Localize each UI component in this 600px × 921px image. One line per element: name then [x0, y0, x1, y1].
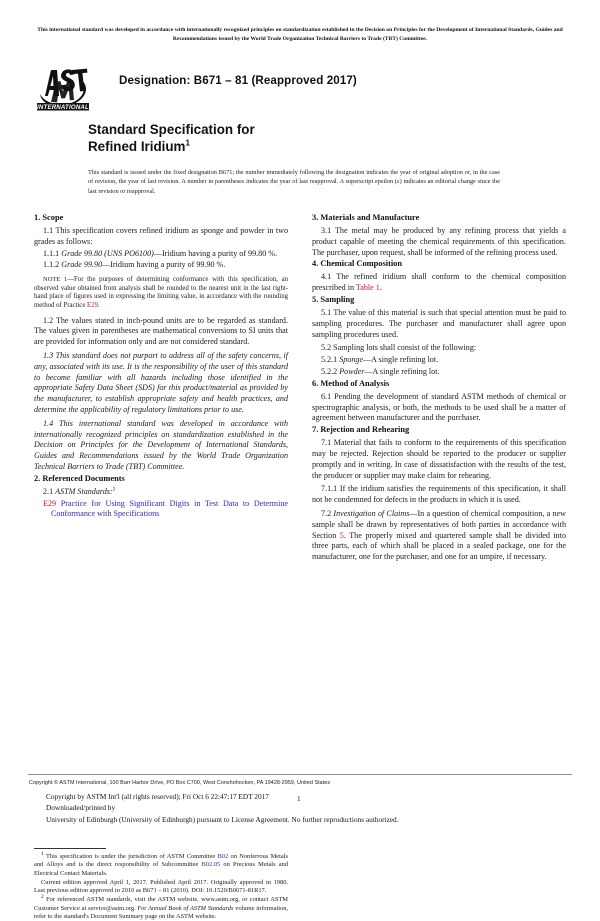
title-block	[88, 122, 488, 155]
link-subcommittee-b0205[interactable]: B02.05	[201, 861, 221, 869]
svg-text:INTERNATIONAL: INTERNATIONAL	[37, 104, 89, 112]
right-column	[312, 212, 566, 563]
footnotes-block	[34, 850, 289, 921]
page-title	[88, 122, 488, 155]
link-e29-code[interactable]: E29	[43, 498, 57, 508]
note-period: .	[98, 301, 100, 309]
note-label: NOTE 1	[43, 276, 68, 284]
page-number: 1	[297, 795, 301, 803]
paragraph-5-2-1	[312, 355, 566, 366]
clause-number: 2.1	[43, 486, 54, 496]
sponge-label: Sponge	[339, 355, 364, 365]
reference-entry-e29	[34, 499, 288, 521]
clause-number: 1.1.1	[43, 248, 60, 258]
annual-book-title: Annual Book of ASTM Standards	[148, 904, 234, 912]
footnote-1-text-a: This specification is under the jurisdiction of ASTM Committee	[43, 853, 218, 860]
paragraph-7-2-text-b: . The properly mixed and quartered sample shall be divided into three parts, each of which shall be placed in a sealed package, one for the manufacturer, one for the purchaser, and one for an umpire, if necessary.	[312, 530, 566, 562]
paragraph-1-1: 1.1 This specification covers refined iridium as sponge and powder in two grades as follows:	[34, 226, 288, 246]
footnote-divider	[34, 848, 106, 849]
title-line-1: Standard Specification for	[88, 122, 255, 137]
link-e29-note[interactable]: E29	[87, 301, 98, 309]
paragraph-5-1: 5.1 The value of this material is such that special attention must be paid to sampling procedures. The purchaser and manufacturer shall agree upon sampling procedures used.	[312, 307, 566, 339]
issue-note: This standard is issued under the fixed designation B671; the number immediately following the designation indicates the year of original adoption or, in the case of revision, the year of last revision. A number in parentheses indicates the year of last reapproval. A superscript epsilon (ε) indicates an editorial change since the last revision or reapproval.	[88, 169, 500, 195]
paragraph-7-1: 7.1 Material that fails to conform to the requirements of this specification may be rejected. Rejection should be reported to the producer or supplier promptly and in writing. In case of dissatisfaction with the results of the test, the producer or supplier may make claim for rehearing.	[312, 438, 566, 480]
section-heading-materials-manufacture: 3. Materials and Manufacture	[312, 213, 420, 222]
paragraph-7-2-text-a: —In a question of chemical composition, a new sample shall be drawn by representatives of both parties in accordance with Section	[312, 508, 566, 540]
footnote-current-edition: Current edition approved April 1, 2017. Published April 2017. Originally approved in 1980. Last previous edition approved in 2010 as B671 – 81 (2010). DOI: 10.1520/B0671-81R17.	[34, 878, 288, 895]
paragraph-1-4: 1.4 This international standard was developed in accordance with internationally recognized principles on standardization established in the Decision on Principles for the Development of International Standards, Guides and Recommendations issued by the World Trade Organization Technical Barriers to Trade (TBT) Committee.	[34, 418, 288, 471]
section-heading-scope: 1. Scope	[34, 213, 64, 222]
paragraph-1-3: 1.3 This standard does not purport to address all of the safety concerns, if any, associated with its use. It is the responsibility of the user of this standard to become familiar with all hazards including those identified in the appropriate Safety Data Sheet (SDS) for this product/material as provided by the manufacturer, to establish appropriate safety and health practices, and determine the applicability of regulatory limitations prior to use.	[34, 350, 288, 414]
license-line-2: Downloaded/printed by	[46, 803, 116, 813]
clause-number: 7.2	[321, 508, 332, 518]
section-heading-referenced-documents: 2. Referenced Documents	[34, 473, 125, 483]
paragraph-4-1-text-a: 4.1 The refined iridium shall conform to the chemical composition prescribed in	[312, 272, 566, 293]
clause-text: —Iridium having a purity of 99.90 %.	[102, 260, 226, 270]
link-section-5[interactable]: 5	[339, 530, 344, 540]
powder-label: Powder	[339, 366, 365, 376]
footnote-1-text-c: on Precious Metals and Electrical Contact Materials.	[34, 861, 288, 877]
license-block	[46, 791, 546, 825]
paragraph-6-1: 6.1 Pending the development of standard ASTM methods of chemical or spectrographic analysis, or both, the methods to be used shall be a matter of agreement between manufacturer and the purchaser.	[312, 391, 566, 423]
section-heading-chemical-composition: 4. Chemical Composition	[312, 259, 403, 269]
astm-international-logo	[34, 62, 92, 112]
footnote-1-text-b: on Nonferrous Metals and Alloys and is the direct responsibility of Subcommittee	[34, 853, 288, 869]
link-e29-title[interactable]: Practice for Using Significant Digits in Test Data to Determine Conformance with Specifications	[51, 498, 288, 519]
grade-name: Grade 99.90	[61, 260, 103, 270]
footnote-1	[34, 850, 288, 878]
designation-label: Designation: B671 – 81 (Reapproved 2017)	[119, 74, 357, 87]
note-text: —For the purposes of determining conformance with this specification, an observed value obtained from analysis shall be rounded to the nearest unit in the last right-hand place of figures used in expressing the limiting value, in accordance with the rounding method of Practice	[34, 276, 288, 309]
footnote-2-text-b: volume information, refer to the standard's Document Summary page on the ASTM website.	[34, 904, 289, 921]
paragraph-7-1-1: 7.1.1 If the iridium satisfies the requirements of this specification, it shall not be condemned for defects in the products in which it is used.	[312, 484, 566, 505]
clause-number: 1.1.2	[43, 260, 60, 270]
clause-text: —A single refining lot.	[364, 366, 440, 376]
section-heading-method-of-analysis: 6. Method of Analysis	[312, 378, 390, 388]
clause-number: 5.2.1	[321, 355, 338, 365]
paragraph-5-2-2	[312, 367, 566, 378]
paragraph-3-1: 3.1 The metal may be produced by any refining process that yields a product capable of meeting the chemical requirements of this specification. The purchaser, upon request, shall be informed of the refining process used.	[312, 226, 566, 257]
link-table-1[interactable]: Table 1	[355, 283, 380, 293]
title-line-2: Refined Iridium	[88, 138, 186, 154]
astm-standards-label: ASTM Standards:	[55, 486, 113, 496]
footnote-marker-2: 2	[112, 486, 116, 493]
paragraph-7-2	[312, 509, 566, 563]
copyright-notice: Copyright © ASTM International, 100 Barr Harbor Drive, PO Box C700, West Conshohocken, PA 19428-2959, United States	[29, 780, 331, 786]
paragraph-2-1	[34, 487, 288, 498]
tbt-disclaimer: This international standard was developed in accordance with internationally recognized principles on standardization established in the Decision on Principles for the Development of International Standards, Guides and Recommendations issued by the World Trade Organization Technical Barriers to Trade (TBT) Committee.	[37, 27, 563, 42]
section-heading-rejection-rehearing: 7. Rejection and Rehearing	[312, 425, 410, 435]
document-header	[34, 62, 566, 114]
grade-name: Grade 99.80 (UNS PO6100)	[61, 248, 154, 258]
paragraph-4-1-text-b: .	[379, 283, 382, 293]
paragraph-5-2: 5.2 Sampling lots shall consist of the following:	[321, 343, 477, 353]
footnote-2	[34, 896, 288, 921]
note-1	[34, 276, 288, 310]
paragraph-1-1-1	[34, 249, 288, 260]
title-footnote-marker: 1	[185, 138, 190, 148]
paragraph-1-1-2	[34, 260, 288, 271]
footnote-2-text-a: For referenced ASTM standards, visit the ASTM website, www.astm.org, or contact ASTM Customer Service at service@astm.org. For	[34, 896, 288, 912]
footnote-number-1: 1	[41, 850, 44, 857]
paragraph-4-1	[312, 272, 566, 294]
license-line-3: University of Edinburgh (University of Edinburgh) pursuant to License Agreement. No further reproductions authorized.	[46, 814, 399, 824]
paragraph-1-2: 1.2 The values stated in inch-pound units are to be regarded as standard. The values given in parentheses are mathematical conversions to SI units that are provided for information only and are not considered standard.	[34, 315, 288, 347]
clause-number: 5.2.2	[321, 366, 338, 376]
section-heading-sampling: 5. Sampling	[312, 294, 355, 304]
license-line-1: Copyright by ASTM Int'l (all rights reserved); Fri Oct 6 22:47:17 EDT 2017	[46, 792, 269, 801]
link-committee-b02[interactable]: B02	[217, 853, 229, 860]
footer-divider	[28, 774, 572, 775]
footnote-number-2: 2	[41, 894, 44, 901]
clause-text: —Iridium having a purity of 99.80 %.	[153, 248, 278, 258]
clause-text: —A single refining lot.	[363, 355, 439, 365]
investigation-of-claims-label: Investigation of Claims	[333, 508, 410, 518]
